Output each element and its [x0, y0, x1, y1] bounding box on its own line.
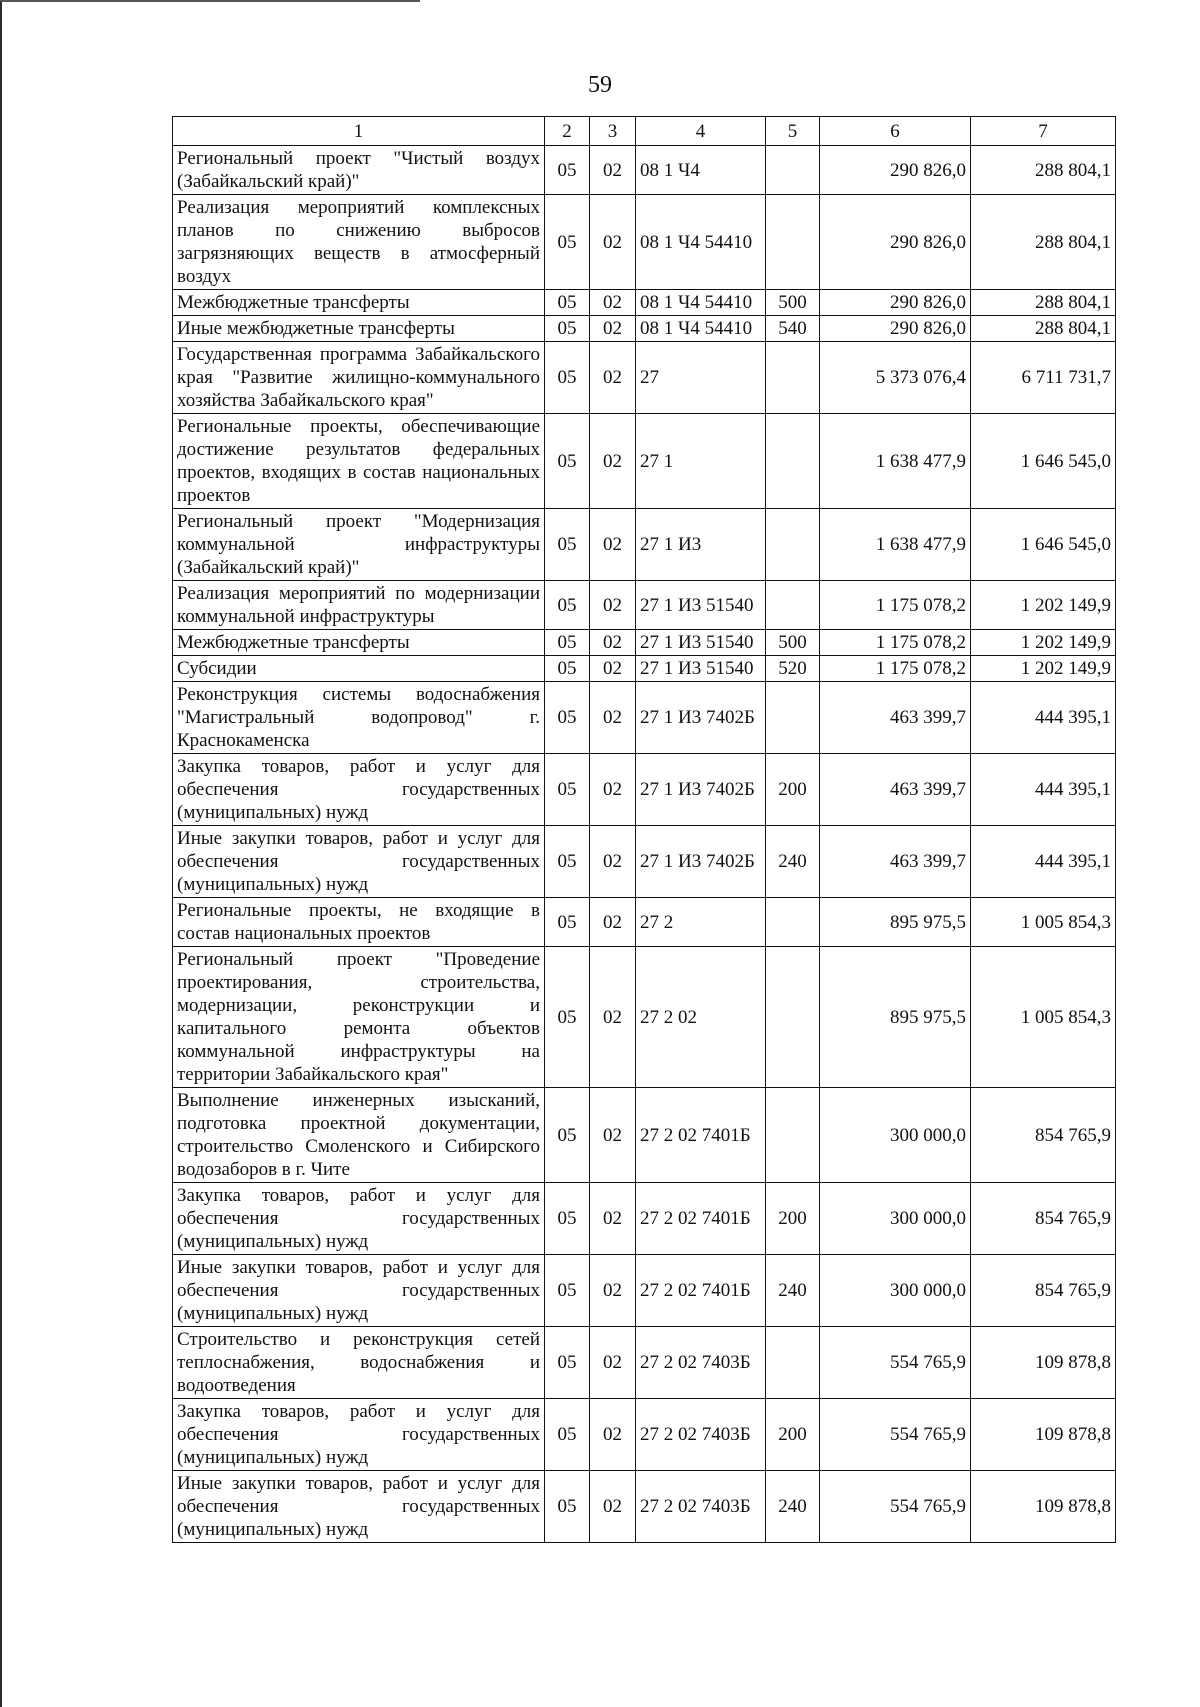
row-expense-type [766, 1327, 820, 1399]
table-row [173, 656, 1116, 682]
row-amount-year1: 463 399,7 [820, 754, 971, 826]
row-name: Реконструкция системы водоснабжения "Магистральный водопровод" г. Краснокаменска [173, 682, 545, 754]
row-expense-type [766, 947, 820, 1088]
row-section: 05 [545, 754, 590, 826]
row-target-article: 27 [636, 342, 766, 414]
column-header: 7 [971, 117, 1116, 146]
row-name: Межбюджетные трансферты [173, 290, 545, 316]
row-subsection: 02 [590, 826, 636, 898]
row-subsection: 02 [590, 1471, 636, 1543]
row-amount-year1: 895 975,5 [820, 898, 971, 947]
row-amount-year1: 554 765,9 [820, 1471, 971, 1543]
row-subsection: 02 [590, 316, 636, 342]
row-expense-type [766, 581, 820, 630]
row-amount-year1: 300 000,0 [820, 1183, 971, 1255]
row-target-article: 27 2 02 7401Б [636, 1255, 766, 1327]
table-row [173, 581, 1116, 630]
row-name: Иные закупки товаров, работ и услуг для обеспечения государственных (муниципальных) нужд [173, 1471, 545, 1543]
row-amount-year2: 288 804,1 [971, 195, 1116, 290]
table-row [173, 630, 1116, 656]
row-subsection: 02 [590, 146, 636, 195]
row-section: 05 [545, 630, 590, 656]
row-section: 05 [545, 656, 590, 682]
row-amount-year2: 1 202 149,9 [971, 630, 1116, 656]
row-name: Региональные проекты, обеспечивающие достижение результатов федеральных проектов, входящих в состав национальных проектов [173, 414, 545, 509]
row-section: 05 [545, 342, 590, 414]
row-section: 05 [545, 1183, 590, 1255]
row-amount-year2: 854 765,9 [971, 1183, 1116, 1255]
row-amount-year2: 109 878,8 [971, 1399, 1116, 1471]
row-section: 05 [545, 1471, 590, 1543]
row-amount-year1: 5 373 076,4 [820, 342, 971, 414]
row-expense-type: 240 [766, 1471, 820, 1543]
row-expense-type: 500 [766, 630, 820, 656]
row-expense-type: 200 [766, 754, 820, 826]
row-amount-year2: 444 395,1 [971, 826, 1116, 898]
row-expense-type [766, 1088, 820, 1183]
row-section: 05 [545, 682, 590, 754]
table-row [173, 342, 1116, 414]
column-header: 3 [590, 117, 636, 146]
row-name: Закупка товаров, работ и услуг для обеспечения государственных (муниципальных) нужд [173, 1399, 545, 1471]
row-name: Реализация мероприятий комплексных планов по снижению выбросов загрязняющих веществ в атмосферный воздух [173, 195, 545, 290]
row-target-article: 08 1 Ч4 54410 [636, 195, 766, 290]
row-subsection: 02 [590, 682, 636, 754]
row-expense-type [766, 195, 820, 290]
table-row [173, 1088, 1116, 1183]
table-row [173, 682, 1116, 754]
table-row [173, 414, 1116, 509]
row-subsection: 02 [590, 509, 636, 581]
row-amount-year1: 290 826,0 [820, 290, 971, 316]
row-section: 05 [545, 898, 590, 947]
row-target-article: 08 1 Ч4 54410 [636, 290, 766, 316]
row-amount-year1: 1 638 477,9 [820, 509, 971, 581]
row-target-article: 27 2 02 7403Б [636, 1471, 766, 1543]
table-row [173, 1255, 1116, 1327]
row-section: 05 [545, 290, 590, 316]
row-subsection: 02 [590, 414, 636, 509]
column-header: 4 [636, 117, 766, 146]
row-amount-year2: 1 005 854,3 [971, 898, 1116, 947]
row-expense-type: 240 [766, 1255, 820, 1327]
row-name: Иные межбюджетные трансферты [173, 316, 545, 342]
row-name: Субсидии [173, 656, 545, 682]
row-amount-year1: 290 826,0 [820, 195, 971, 290]
row-target-article: 27 1 И3 51540 [636, 581, 766, 630]
row-name: Иные закупки товаров, работ и услуг для обеспечения государственных (муниципальных) нужд [173, 826, 545, 898]
row-target-article: 27 2 02 7401Б [636, 1183, 766, 1255]
row-expense-type: 200 [766, 1183, 820, 1255]
row-amount-year2: 1 202 149,9 [971, 581, 1116, 630]
column-header: 5 [766, 117, 820, 146]
row-target-article: 27 1 И3 51540 [636, 656, 766, 682]
scan-top-edge [0, 0, 420, 2]
row-subsection: 02 [590, 630, 636, 656]
row-expense-type [766, 146, 820, 195]
row-target-article: 27 1 И3 51540 [636, 630, 766, 656]
row-amount-year1: 554 765,9 [820, 1399, 971, 1471]
row-section: 05 [545, 146, 590, 195]
row-expense-type [766, 898, 820, 947]
row-subsection: 02 [590, 656, 636, 682]
row-amount-year1: 300 000,0 [820, 1088, 971, 1183]
table-row [173, 947, 1116, 1088]
row-amount-year1: 895 975,5 [820, 947, 971, 1088]
row-subsection: 02 [590, 1399, 636, 1471]
row-section: 05 [545, 414, 590, 509]
row-amount-year2: 1 005 854,3 [971, 947, 1116, 1088]
row-target-article: 08 1 Ч4 [636, 146, 766, 195]
row-subsection: 02 [590, 898, 636, 947]
row-amount-year2: 6 711 731,7 [971, 342, 1116, 414]
row-expense-type: 500 [766, 290, 820, 316]
row-section: 05 [545, 947, 590, 1088]
row-expense-type: 240 [766, 826, 820, 898]
row-amount-year2: 288 804,1 [971, 146, 1116, 195]
row-section: 05 [545, 1399, 590, 1471]
row-amount-year1: 1 175 078,2 [820, 581, 971, 630]
row-amount-year2: 109 878,8 [971, 1327, 1116, 1399]
row-section: 05 [545, 581, 590, 630]
row-target-article: 27 2 02 [636, 947, 766, 1088]
row-expense-type: 200 [766, 1399, 820, 1471]
row-name: Выполнение инженерных изысканий, подготовка проектной документации, строительство Смоленского и Сибирского водозаборов в г. Чите [173, 1088, 545, 1183]
row-target-article: 27 1 И3 7402Б [636, 826, 766, 898]
row-section: 05 [545, 195, 590, 290]
row-subsection: 02 [590, 1088, 636, 1183]
page-number: 59 [588, 72, 612, 98]
row-amount-year1: 1 175 078,2 [820, 656, 971, 682]
row-name: Региональные проекты, не входящие в состав национальных проектов [173, 898, 545, 947]
table-row [173, 898, 1116, 947]
row-section: 05 [545, 1255, 590, 1327]
row-subsection: 02 [590, 1327, 636, 1399]
row-expense-type [766, 682, 820, 754]
row-amount-year1: 463 399,7 [820, 682, 971, 754]
scan-edge [0, 0, 2, 1707]
table-row [173, 1471, 1116, 1543]
row-section: 05 [545, 509, 590, 581]
row-name: Региональный проект "Проведение проектирования, строительства, модернизации, реконструкции и капитального ремонта объектов коммунальной инфраструктуры на территории Забайкальского края" [173, 947, 545, 1088]
row-target-article: 27 2 02 7403Б [636, 1327, 766, 1399]
column-header: 6 [820, 117, 971, 146]
table-row [173, 1183, 1116, 1255]
row-amount-year2: 854 765,9 [971, 1255, 1116, 1327]
row-amount-year1: 463 399,7 [820, 826, 971, 898]
table-row [173, 509, 1116, 581]
row-subsection: 02 [590, 947, 636, 1088]
row-section: 05 [545, 1088, 590, 1183]
row-amount-year1: 290 826,0 [820, 316, 971, 342]
row-amount-year2: 1 646 545,0 [971, 414, 1116, 509]
row-expense-type [766, 342, 820, 414]
row-target-article: 27 1 И3 7402Б [636, 754, 766, 826]
row-name: Закупка товаров, работ и услуг для обеспечения государственных (муниципальных) нужд [173, 754, 545, 826]
row-section: 05 [545, 1327, 590, 1399]
row-expense-type: 520 [766, 656, 820, 682]
row-amount-year2: 444 395,1 [971, 682, 1116, 754]
row-name: Межбюджетные трансферты [173, 630, 545, 656]
table-row [173, 316, 1116, 342]
row-section: 05 [545, 826, 590, 898]
row-target-article: 27 1 И3 7402Б [636, 682, 766, 754]
row-amount-year1: 1 175 078,2 [820, 630, 971, 656]
row-subsection: 02 [590, 1255, 636, 1327]
row-amount-year2: 109 878,8 [971, 1471, 1116, 1543]
row-subsection: 02 [590, 195, 636, 290]
row-subsection: 02 [590, 290, 636, 316]
row-target-article: 27 2 [636, 898, 766, 947]
row-subsection: 02 [590, 581, 636, 630]
table-body [173, 146, 1116, 1543]
row-subsection: 02 [590, 754, 636, 826]
row-target-article: 27 1 И3 [636, 509, 766, 581]
row-expense-type: 540 [766, 316, 820, 342]
row-name: Строительство и реконструкция сетей теплоснабжения, водоснабжения и водоотведения [173, 1327, 545, 1399]
table-row [173, 1399, 1116, 1471]
row-amount-year2: 288 804,1 [971, 316, 1116, 342]
row-name: Иные закупки товаров, работ и услуг для обеспечения государственных (муниципальных) нужд [173, 1255, 545, 1327]
table-row [173, 146, 1116, 195]
row-amount-year1: 300 000,0 [820, 1255, 971, 1327]
row-name: Региональный проект "Чистый воздух (Забайкальский край)" [173, 146, 545, 195]
row-subsection: 02 [590, 342, 636, 414]
row-amount-year1: 1 638 477,9 [820, 414, 971, 509]
row-expense-type [766, 414, 820, 509]
table-row [173, 290, 1116, 316]
row-name: Реализация мероприятий по модернизации коммунальной инфраструктуры [173, 581, 545, 630]
header-row [173, 117, 1116, 146]
table-row [173, 826, 1116, 898]
table-row [173, 1327, 1116, 1399]
row-amount-year1: 290 826,0 [820, 146, 971, 195]
table-row [173, 195, 1116, 290]
column-header: 2 [545, 117, 590, 146]
budget-table [172, 116, 1116, 1543]
row-target-article: 27 2 02 7403Б [636, 1399, 766, 1471]
row-subsection: 02 [590, 1183, 636, 1255]
row-amount-year2: 1 646 545,0 [971, 509, 1116, 581]
row-target-article: 08 1 Ч4 54410 [636, 316, 766, 342]
row-amount-year2: 854 765,9 [971, 1088, 1116, 1183]
row-name: Закупка товаров, работ и услуг для обеспечения государственных (муниципальных) нужд [173, 1183, 545, 1255]
table-row [173, 754, 1116, 826]
row-amount-year2: 1 202 149,9 [971, 656, 1116, 682]
row-name: Государственная программа Забайкальского края "Развитие жилищно-коммунального хозяйства Забайкальского края" [173, 342, 545, 414]
row-expense-type [766, 509, 820, 581]
column-header: 1 [173, 117, 545, 146]
row-amount-year1: 554 765,9 [820, 1327, 971, 1399]
row-name: Региональный проект "Модернизация коммунальной инфраструктуры (Забайкальский край)" [173, 509, 545, 581]
row-target-article: 27 2 02 7401Б [636, 1088, 766, 1183]
row-section: 05 [545, 316, 590, 342]
row-amount-year2: 288 804,1 [971, 290, 1116, 316]
row-amount-year2: 444 395,1 [971, 754, 1116, 826]
row-target-article: 27 1 [636, 414, 766, 509]
